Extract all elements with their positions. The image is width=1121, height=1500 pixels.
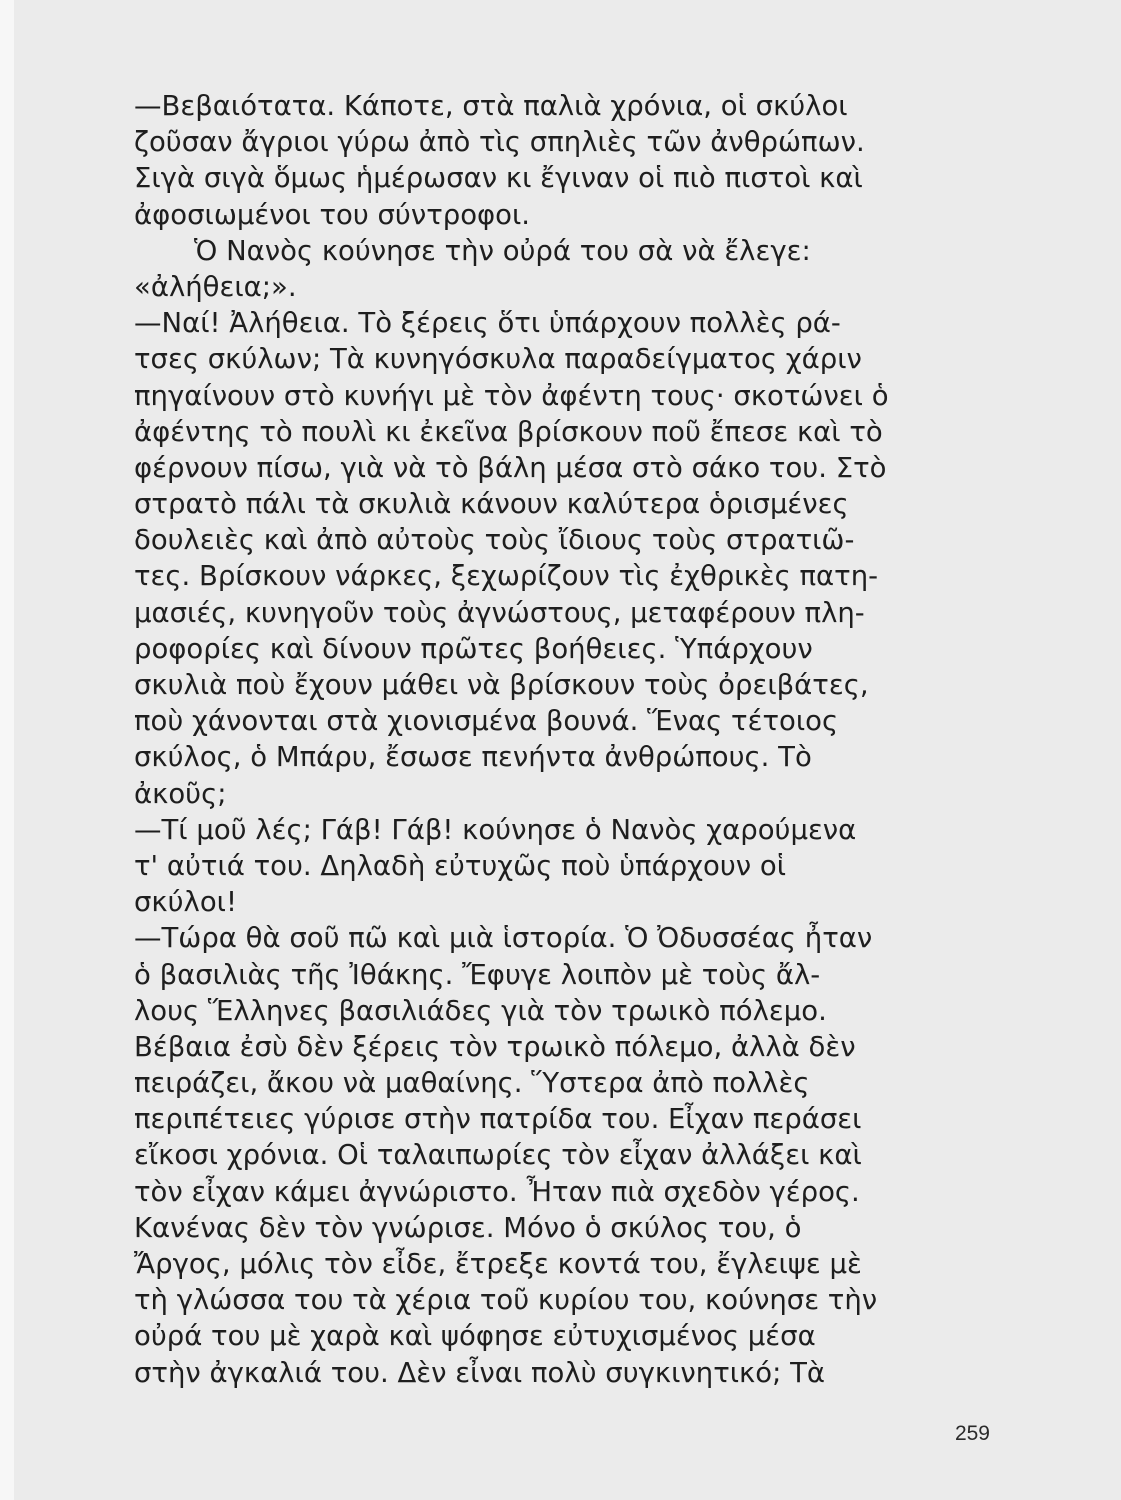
page-number: 259 xyxy=(954,1422,990,1445)
text-line: —Τί μοῦ λές; Γάβ! Γάβ! κούνησε ὁ Νανὸς χαρούμενα xyxy=(134,813,857,846)
text-line: ὁ βασιλιὰς τῆς Ἰθάκης. Ἔφυγε λοιπὸν μὲ τοὺς ἄλ- xyxy=(134,958,821,991)
text-line: εἴκοσι χρόνια. Οἱ ταλαιπωρίες τὸν εἶχαν ἀλλάξει καὶ xyxy=(134,1139,862,1172)
text-line: οὐρά του μὲ χαρὰ καὶ ψόφησε εὐτυχισμένος μέσα xyxy=(134,1320,816,1353)
text-line: «ἀλήθεια;». xyxy=(134,270,297,303)
text-line: σκυλιὰ ποὺ ἔχουν μάθει νὰ βρίσκουν τοὺς ὀρειβάτες, xyxy=(134,669,869,701)
text-line: —Τώρα θὰ σοῦ πῶ καὶ μιὰ ἱστορία. Ὁ Ὀδυσσέας ἦταν xyxy=(134,922,873,955)
text-line: σκύλοι! xyxy=(134,886,237,919)
text-line: πειράζει, ἄκου νὰ μαθαίνης. Ὕστερα ἀπὸ πολλὲς xyxy=(134,1067,810,1100)
text-line: ροφορίες καὶ δίνουν πρῶτες βοήθειες. Ὑπάρχουν xyxy=(134,632,813,665)
text-line: Βέβαια ἐσὺ δὲν ξέρεις τὸν τρωικὸ πόλεμο, ἀλλὰ δὲν xyxy=(134,1030,856,1063)
text-line: τ' αὐτιά του. Δηλαδὴ εὐτυχῶς ποὺ ὑπάρχουν οἱ xyxy=(134,849,787,882)
text-line: σκύλος, ὁ Μπάρυ, ἔσωσε πενήντα ἀνθρώπους. Τὸ xyxy=(134,741,812,774)
body-text xyxy=(134,88,990,1391)
text-line: ἀφέντης τὸ πουλὶ κι ἐκεῖνα βρίσκουν ποῦ ἔπεσε καὶ τὸ xyxy=(134,415,883,448)
text-line: περιπέτειες γύρισε στὴν πατρίδα του. Εἶχαν περάσει xyxy=(134,1103,862,1136)
text-line: Ἄργος, μόλις τὸν εἶδε, ἔτρεξε κοντά του, ἔγλειψε μὲ xyxy=(134,1248,862,1280)
text-line: λους Ἕλληνες βασιλιάδες γιὰ τὸν τρωικὸ πόλεμο. xyxy=(134,994,827,1027)
text-line: δουλειὲς καὶ ἀπὸ αὐτοὺς τοὺς ἴδιους τοὺς στρατιῶ- xyxy=(134,524,855,557)
text-line: Ὁ Νανὸς κούνησε τὴν οὐρά του σὰ νὰ ἔλεγε: xyxy=(194,234,811,267)
text-line: τες. Βρίσκουν νάρκες, ξεχωρίζουν τὶς ἐχθρικὲς πατη- xyxy=(134,560,879,593)
text-line: φέρνουν πίσω, γιὰ νὰ τὸ βάλη μέσα στὸ σάκο του. Στὸ xyxy=(134,451,887,484)
page-gutter xyxy=(0,0,14,1500)
text-line: ποὺ χάνονται στὰ χιονισμένα βουνά. Ἕνας τέτοιος xyxy=(134,705,839,738)
text-line: ζοῦσαν ἄγριοι γύρω ἀπὸ τὶς σπηλιὲς τῶν ἀνθρώπων. xyxy=(134,126,865,159)
text-line: στὴν ἀγκαλιά του. Δὲν εἶναι πολὺ συγκινητικό; Τὰ xyxy=(134,1356,826,1389)
text-line: τσες σκύλων; Τὰ κυνηγόσκυλα παραδείγματος χάριν xyxy=(134,343,862,376)
text-line: —Βεβαιότατα. Κάποτε, στὰ παλιὰ χρόνια, οἱ σκύλοι xyxy=(134,90,848,122)
text-line: τὴ γλώσσα του τὰ χέρια τοῦ κυρίου του, κούνησε τὴν xyxy=(134,1284,878,1317)
text-line: Σιγὰ σιγὰ ὅμως ἡμέρωσαν κι ἔγιναν οἱ πιὸ πιστοὶ καὶ xyxy=(134,162,863,195)
text-line: —Ναί! Ἀλήθεια. Τὸ ξέρεις ὅτι ὑπάρχουν πολλὲς ρά- xyxy=(134,307,841,340)
text-line: στρατὸ πάλι τὰ σκυλιὰ κάνουν καλύτερα ὁρισμένες xyxy=(134,488,849,521)
text-line: τὸν εἶχαν κάμει ἀγνώριστο. Ἦταν πιὰ σχεδὸν γέρος. xyxy=(134,1175,860,1208)
text-line: ἀκοῦς; xyxy=(134,777,227,810)
text-line: Κανένας δὲν τὸν γνώρισε. Μόνο ὁ σκύλος του, ὁ xyxy=(134,1211,802,1244)
text-line: μασιές, κυνηγοῦν τοὺς ἀγνώστους, μεταφέρουν πλη- xyxy=(134,596,865,629)
text-line: ἀφοσιωμένοι του σύντροφοι. xyxy=(134,198,531,231)
text-line: πηγαίνουν στὸ κυνήγι μὲ τὸν ἀφέντη τους· σκοτώνει ὁ xyxy=(134,379,889,412)
